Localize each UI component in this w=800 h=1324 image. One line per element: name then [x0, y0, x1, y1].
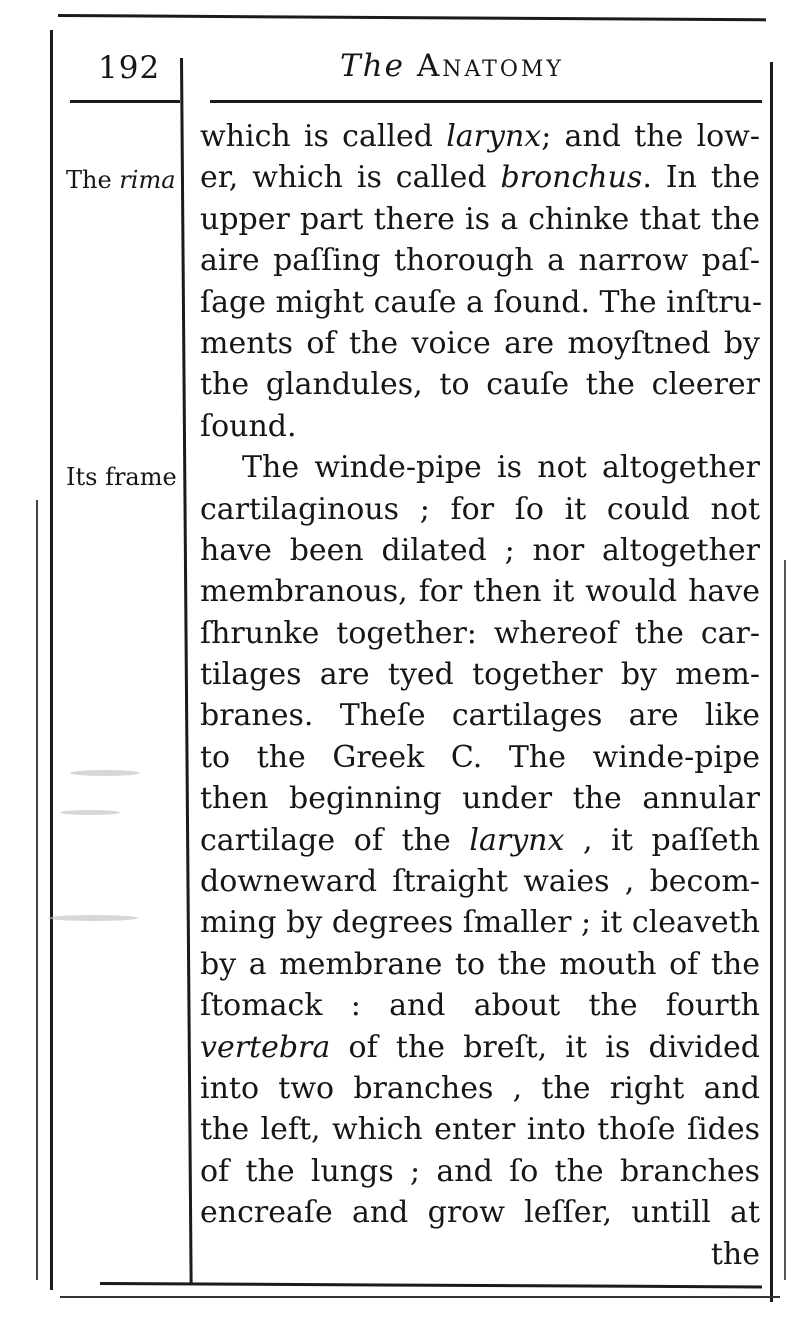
text-line: [200, 861, 760, 902]
text-segment: have been dilated ; nor altogether: [200, 532, 760, 568]
text-segment: downeward ſtraight waies , becom-: [200, 864, 760, 900]
text-line: [200, 530, 760, 571]
header-rule-left: [70, 100, 180, 103]
running-head: [340, 48, 564, 84]
page-edge-right: [784, 560, 786, 1280]
text-segment: then beginning under the annular: [200, 781, 760, 817]
text-segment: er, which is called: [200, 160, 501, 196]
text-line: [200, 820, 760, 861]
text-line: [200, 116, 760, 157]
text-segment: the left, which enter into thoſe ſides: [200, 1112, 760, 1148]
text-line: [200, 282, 763, 323]
text-segment: aire paſſing thorough a narrow paſ-: [200, 243, 760, 279]
text-segment: ming by degrees ſmaller ; it cleaveth: [200, 905, 760, 941]
text-segment: ſhrunke together: whereof the car-: [200, 615, 760, 651]
bleed-through-mark: [48, 915, 138, 921]
text-line: [200, 1027, 760, 1068]
text-segment: the glandules, to cauſe the cleerer: [200, 367, 760, 403]
text-line: [200, 323, 760, 364]
text-line: [200, 571, 760, 612]
text-segment: cartilage of the: [200, 822, 470, 858]
border-bottom: [100, 1282, 762, 1288]
text-segment: tilages are tyed together by mem-: [200, 657, 760, 693]
text-segment: upper part there is a chinke that the: [200, 201, 760, 237]
margin-rule: [180, 58, 193, 1283]
italic-term: larynx: [469, 822, 565, 858]
text-segment: ; and the low-: [541, 119, 760, 154]
page-edge-bottom: [60, 1296, 780, 1298]
border-right: [770, 62, 773, 1302]
margin-note-rima: [66, 166, 176, 194]
text-segment: to the Greek C. The winde-pipe: [200, 739, 760, 775]
text-line: [200, 240, 760, 281]
margin-note-rima-italic: rima: [119, 166, 176, 194]
text-segment: which is called: [200, 119, 447, 154]
text-segment: of the breſt, it is divided: [330, 1029, 760, 1065]
text-segment: The winde-pipe is not altogether: [242, 450, 760, 486]
text-line: [200, 1068, 760, 1109]
text-line: [200, 902, 760, 943]
text-line: [200, 737, 760, 778]
text-line: [200, 944, 760, 985]
text-segment: by a membrane to the mouth of the: [200, 946, 760, 982]
border-left: [50, 30, 53, 1290]
text-line: [200, 447, 760, 488]
page-edge-top: [58, 14, 766, 21]
text-segment: encreaſe and grow leſſer, untill at: [200, 1195, 760, 1231]
text-line: [200, 364, 760, 405]
text-line: [200, 985, 760, 1026]
page-number: 192: [98, 50, 161, 86]
running-head-prefix: The: [340, 48, 405, 84]
running-head-title: Anatomy: [416, 48, 564, 84]
text-line: [200, 199, 760, 240]
text-line: [200, 1192, 760, 1233]
header-rule-right: [210, 100, 762, 103]
text-line: [200, 778, 760, 819]
catchword: the: [710, 1236, 760, 1272]
italic-term: bronchus: [500, 160, 643, 196]
margin-note-rima-plain: The: [66, 166, 120, 194]
body-text: [200, 116, 763, 1275]
text-segment: branes. Theſe cartilages are like: [200, 698, 760, 734]
bleed-through-mark: [70, 770, 140, 776]
text-segment: cartilaginous ; for ſo it could not: [200, 491, 760, 527]
italic-term: vertebra: [200, 1029, 331, 1065]
text-line: [200, 1109, 760, 1150]
text-segment: ſage might cauſe a ſound. The inſtru-: [200, 284, 763, 320]
text-segment: ments of the voice are moyſtned by: [200, 325, 760, 361]
text-segment: ſound.: [200, 408, 297, 444]
text-line: [200, 1151, 760, 1192]
text-line: [200, 695, 760, 736]
text-segment: of the lungs ; and ſo the branches: [200, 1153, 760, 1189]
text-segment: into two branches , the right and: [200, 1070, 760, 1106]
italic-term: larynx: [446, 119, 542, 154]
text-segment: membranous, for then it would have: [200, 574, 760, 610]
text-segment: ſtomack : and about the fourth: [200, 988, 760, 1024]
text-line: [200, 613, 760, 654]
text-segment: , it paſſeth: [564, 822, 760, 858]
text-line: [200, 406, 760, 447]
text-line: [200, 654, 760, 695]
text-line: [200, 489, 760, 530]
text-line: [200, 157, 760, 198]
bleed-through-mark: [60, 810, 120, 815]
margin-note-frame: Its frame: [66, 463, 177, 491]
text-segment: . In the: [642, 160, 760, 196]
page-edge-left: [36, 500, 38, 1280]
